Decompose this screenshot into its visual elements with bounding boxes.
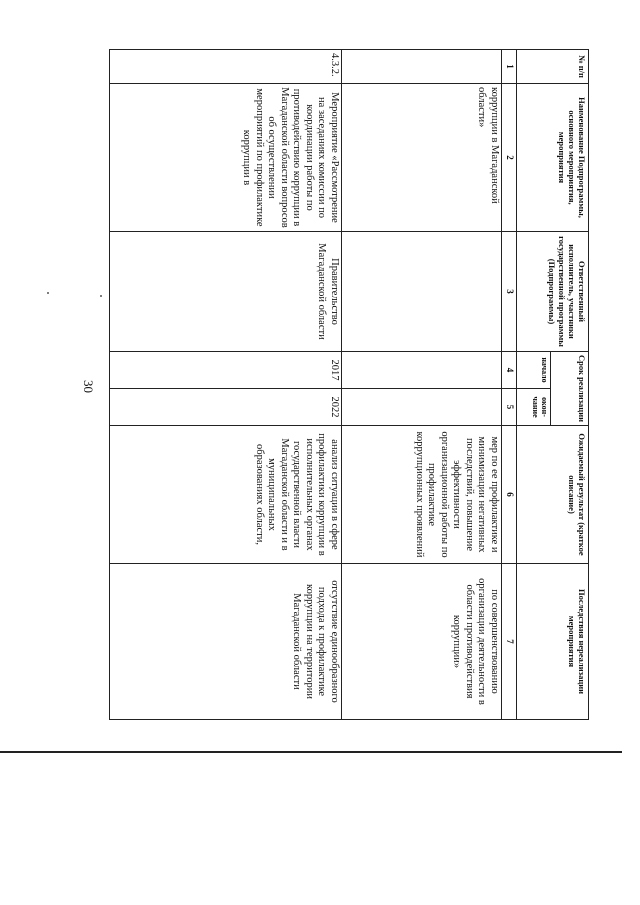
column-number: 4: [502, 352, 517, 389]
column-number: 7: [502, 564, 517, 720]
scan-speck: [47, 292, 49, 294]
column-number: 1: [502, 50, 517, 84]
row-num: [342, 50, 502, 84]
row-num: 4.3.2.: [110, 50, 342, 84]
column-number: 6: [502, 426, 517, 564]
row-name: Мероприятие «Рассмотрение на заседаниях комиссии по координации работы по противодействию коррупции в Магаданской области вопросов об осуществлении мероприятий по профилактике коррупции в: [110, 84, 342, 232]
column-number: 3: [502, 232, 517, 352]
page-number: 30: [81, 380, 96, 393]
scan-speck: [100, 295, 102, 297]
column-number: 2: [502, 84, 517, 232]
row-executor: [342, 232, 502, 352]
header-row: [551, 50, 589, 720]
table-row: [110, 50, 342, 720]
row-end: 2022: [110, 389, 342, 426]
header-num: № п/п: [517, 50, 589, 84]
header-consequences: Последствия нереализации мероприятия: [517, 564, 589, 720]
row-consequences: отсутствие единообразного подхода к профилактике коррупции на территории Магаданской области: [110, 564, 342, 720]
header-executor: Ответственный исполнитель, участники государственной программы (Подпрограммы): [517, 232, 589, 352]
header-period: Срок реализации: [551, 352, 589, 426]
activities-table: [109, 49, 589, 720]
row-result: мер по ее профилактике и минимизации негативных последствий, повышение эффективности организационной работы по профилактике коррупционных проявлений: [342, 426, 502, 564]
row-name: коррупции в Магаданской области»: [342, 84, 502, 232]
header-end: окон-чание: [517, 389, 551, 426]
header-name: Наименование Подпрограммы, основного мероприятия, мероприятия: [517, 84, 589, 232]
table-row: [342, 50, 502, 720]
row-start: 2017: [110, 352, 342, 389]
header-start: начало: [517, 352, 551, 389]
header-result: Ожидаемый результат (краткое описание): [517, 426, 589, 564]
row-result: анализ ситуации в сфере профилактики коррупции в исполнительных органах государственной власти Магаданской области и в муниципальных образованиях области,: [110, 426, 342, 564]
row-executor: Правительство Магаданской области: [110, 232, 342, 352]
row-start: [342, 352, 502, 389]
column-number-row: [502, 50, 517, 720]
column-number: 5: [502, 389, 517, 426]
row-consequences: по совершенствованию организации деятельности в области противодействия коррупции»: [342, 564, 502, 720]
row-end: [342, 389, 502, 426]
rotated-table-wrapper: [109, 49, 589, 719]
page-bottom-rule: [0, 751, 622, 753]
